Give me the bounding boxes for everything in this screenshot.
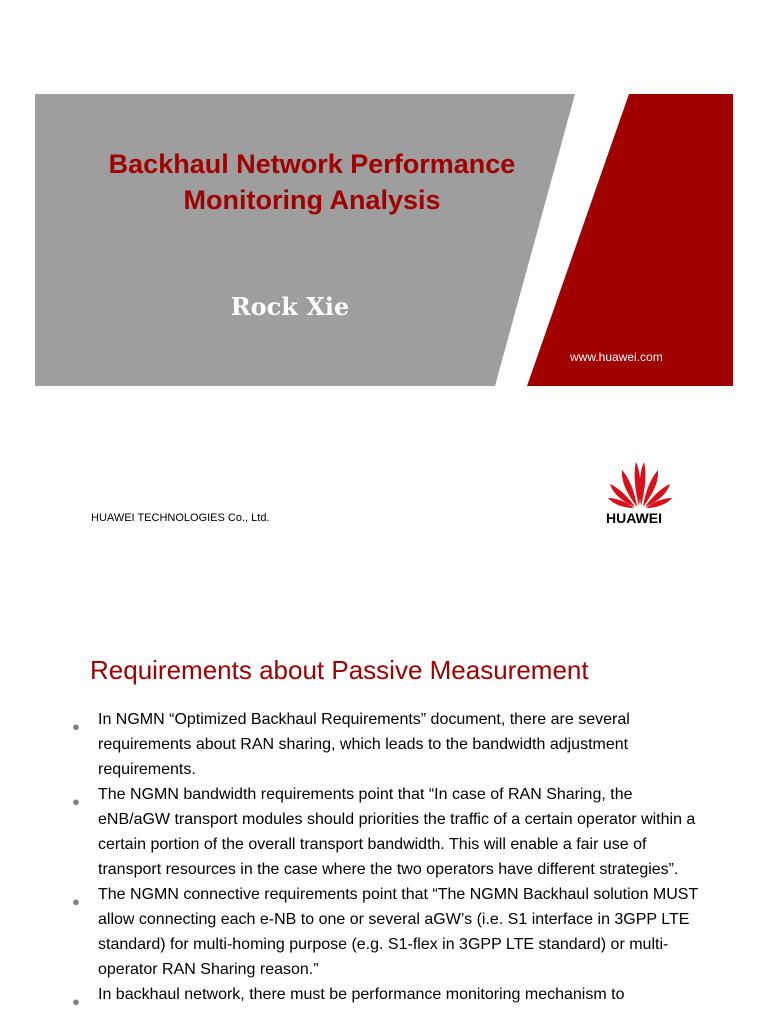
cover-url[interactable]: www.huawei.com — [570, 350, 663, 364]
huawei-logo-icon — [605, 460, 675, 508]
cover-author: Rock Xie — [230, 292, 350, 321]
company-name: HUAWEI TECHNOLOGIES Co., Ltd. — [91, 512, 270, 524]
bullet-text: The NGMN connective requirements point that “The NGMN Backhaul solution MUST allow connecting each e-NB to one or several aGW’s (i.e. S1 interface in 3GPP LTE standard) for multi-homing purpose (e.g. S1-flex in 3GPP LTE standard) or multi-operator RAN Sharing reason.” — [98, 886, 698, 978]
bullet-item — [72, 982, 702, 1007]
bullet-dot-icon: ● — [72, 894, 80, 909]
banner-graphic — [35, 94, 733, 386]
cover-title-line1: Backhaul Network Performance — [108, 149, 516, 179]
bullet-text: In backhaul network, there must be performance monitoring mechanism to — [98, 986, 625, 1003]
bullet-dot-icon: ● — [72, 994, 80, 1009]
cover-title — [55, 146, 569, 218]
cover-banner — [35, 94, 733, 386]
bullet-text: In NGMN “Optimized Backhaul Requirements” document, there are several requirements about RAN sharing, which leads to the bandwidth adjustment requirements. — [98, 711, 630, 778]
banner-gray-panel — [35, 94, 575, 386]
bullet-item — [72, 707, 702, 782]
slide-title: Requirements about Passive Measurement — [90, 655, 589, 685]
huawei-logo-text: HUAWEI — [606, 510, 662, 526]
bullet-item — [72, 882, 702, 982]
bullet-dot-icon: ● — [72, 794, 80, 809]
bullet-dot-icon: ● — [72, 719, 80, 734]
cover-title-line2: Monitoring Analysis — [183, 185, 441, 215]
bullet-list — [72, 707, 702, 1007]
bullet-item — [72, 782, 702, 882]
bullet-text: The NGMN bandwidth requirements point that “In case of RAN Sharing, the eNB/aGW transport modules should priorities the traffic of a certain operator within a certain portion of the overall transport bandwidth. This will enable a fair use of transport resources in the case where the two operators have different strategies”. — [98, 786, 696, 878]
